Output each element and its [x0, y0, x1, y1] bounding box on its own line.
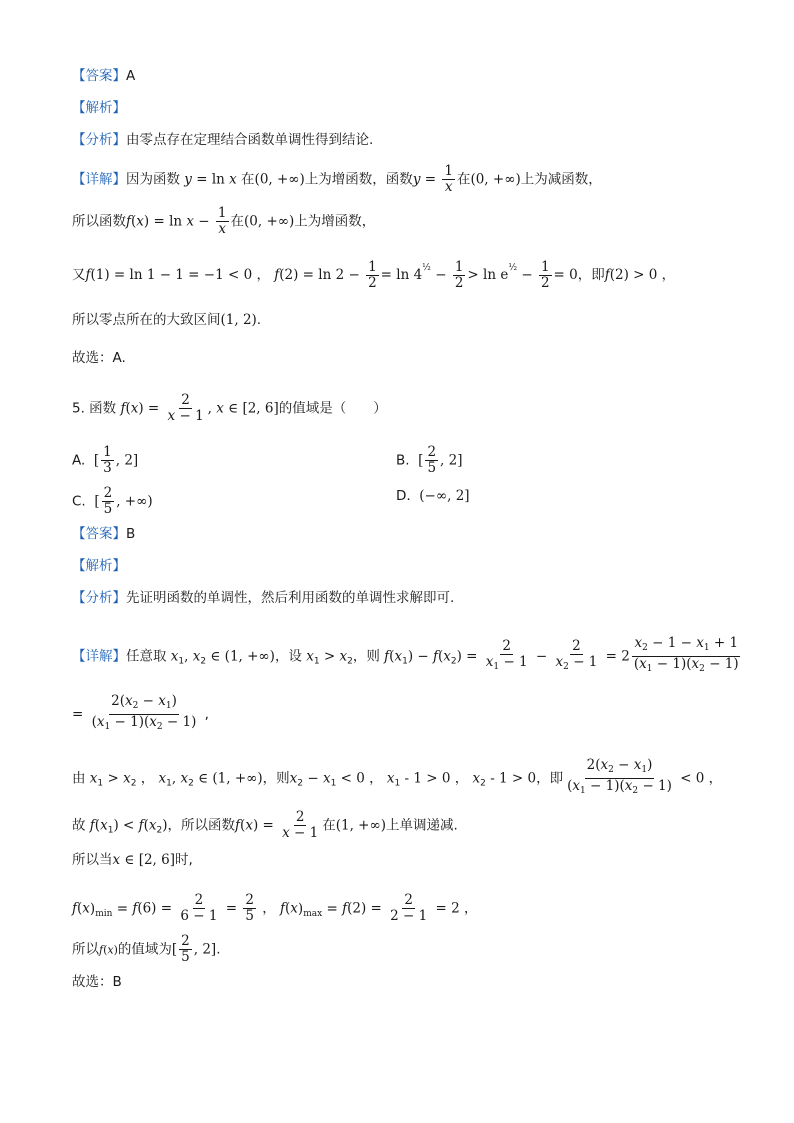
- fraction: $\frac{x_2 - 1 - x_1 + 1}{(x_1 - 1)(x_2 - 1)}$: [633, 635, 739, 674]
- q5-detail-line4: 故 $f(x_1) < f(x_2)$，所以函数f(x) = $\frac{2}{x - 1}$ 在(1, +∞)上单调递减.: [72, 809, 458, 841]
- q5-stem: 5. 函数 f(x) = $\frac{2}{x - 1}$ , x ∈ [2, 6]的值域是（ ）: [72, 392, 387, 424]
- text: ，即: [577, 267, 605, 283]
- q5-detail-line3: 由 $x_1 > x_2$ ， $x_1$, $x_2$ ∈ (1, +∞)，则$x_2 - x_1 < 0$ ， $x_1 - 1 > 0$ ， $x_2 - 1 > 0$，即 $\frac{2(x_2 - x_1)}{(x_1 - 1)(x_2 - 1)}$ < 0 ，: [72, 758, 722, 799]
- fraction: $\frac{1}{x}$: [444, 163, 453, 195]
- option-c[interactable]: C. [ $\frac{2}{5}$ , +∞): [72, 485, 153, 517]
- fenxi-text: 由零点存在定理结合函数单调性得到结论.: [126, 132, 374, 148]
- fraction: $\frac{1}{2}$: [540, 258, 550, 291]
- fraction: $\frac{2(x_2 - x_1)}{(x_1 - 1)(x_2 - 1)}$: [91, 693, 197, 732]
- fraction: $\frac{2}{6 - 1}$: [180, 892, 218, 924]
- text: 所以: [72, 941, 99, 958]
- text: 因为函数: [126, 171, 180, 188]
- q4-analysis-tag: [72, 98, 126, 118]
- option-d[interactable]: D. (−∞, 2]: [396, 488, 470, 504]
- text: 由: [72, 770, 86, 787]
- text: ，则: [352, 648, 380, 665]
- text: 上为减函数，: [520, 171, 602, 188]
- q5-answer-line: [72, 524, 135, 544]
- q4-detail-line3: 又f(1) = ln 1 − 1 = −1 < 0 ， f(2) = ln 2 − $\frac{1}{2}$ = $\ln 4^{\frac{1}{2}}$ − $\frac{1}{2}$ > $\ln e^{\frac{1}{2}}$ − $\frac{1}{2}$ = 0，即f(2) > 0 ，: [72, 258, 676, 291]
- answer-tag: 【答案】: [72, 68, 126, 84]
- text: 所以函数: [72, 213, 126, 230]
- option-letter: C.: [72, 493, 86, 510]
- fraction: $\frac{2}{5}$: [181, 933, 190, 965]
- fraction: $\frac{1}{3}$: [103, 444, 112, 476]
- text: 又: [72, 267, 86, 283]
- fraction: $\frac{2}{5}$: [245, 892, 254, 924]
- text: 所以零点所在的大致区间: [72, 312, 221, 328]
- text: ，则: [262, 770, 290, 787]
- option-letter: B.: [396, 452, 410, 469]
- answer-value: A: [126, 68, 136, 84]
- text: 故: [72, 817, 86, 834]
- q5-fenxi-line: [72, 588, 454, 608]
- option-b[interactable]: B. [ $\frac{2}{5}$ , 2]: [396, 444, 463, 476]
- fraction: $\frac{2}{5}$: [103, 485, 113, 517]
- q5-detail-line1: 【详解】任意取 $x_1$, $x_2$ ∈ (1, +∞)，设 $x_1 > x_2$，则 $f(x_1) - f(x_2)$ = $\frac{2}{x_1 - 1}$ − $\frac{2}{x_2 - 1}$ = 2 $\frac{x_2 - 1 - x_1 + 1}{(x_1 - 1)(x_2 - 1)}$: [72, 636, 743, 677]
- fraction: $\frac{2(x_2 - x_1)}{(x_1 - 1)(x_2 - 1)}$: [567, 757, 672, 796]
- fraction: $\frac{2}{x_2 - 1}$: [555, 637, 598, 672]
- text: 5. 函数: [72, 400, 117, 417]
- text: 故选：B: [72, 974, 122, 990]
- q5-choose: [72, 972, 122, 992]
- text: 上为增函数，函数: [304, 171, 413, 188]
- text: ，设: [274, 648, 302, 665]
- analysis-tag: 【解析】: [72, 558, 126, 574]
- text: ，即: [536, 770, 564, 787]
- fenxi-tag: 【分析】: [72, 132, 126, 148]
- text: ，所以函数: [167, 817, 236, 834]
- q4-detail-line2: 所以函数f(x) = ln x − $\frac{1}{x}$ 在(0, +∞)上为增函数，: [72, 205, 376, 237]
- q4-detail-line1: 【详解】因为函数 y = ln x 在(0, +∞)上为增函数，函数y = $\frac{1}{x}$ 在(0, +∞)上为减函数，: [72, 163, 602, 195]
- fraction: $\frac{2}{5}$: [427, 444, 437, 476]
- text: 的值域是（ ）: [278, 400, 387, 417]
- option-letter: A.: [72, 452, 86, 469]
- fenxi-tag: 【分析】: [72, 590, 126, 606]
- analysis-tag: 【解析】: [72, 100, 126, 116]
- text: 所以当: [72, 852, 113, 868]
- q5-detail-line5: 所以当x ∈ [2, 6]时,: [72, 852, 193, 868]
- fenxi-text: 先证明函数的单调性，然后利用函数的单调性求解即可.: [126, 590, 455, 606]
- q5-analysis-tag: [72, 556, 126, 576]
- q4-answer-line: [72, 66, 135, 86]
- text: 时,: [175, 852, 193, 868]
- text: 故选：A.: [72, 350, 126, 366]
- answer-tag: 【答案】: [72, 526, 126, 542]
- fraction: $\frac{2}{2 - 1}$: [390, 892, 428, 924]
- fraction: $\frac{2}{x_1 - 1}$: [485, 637, 528, 672]
- fraction: $\frac{1}{2}$: [368, 258, 377, 291]
- q5-detail-line2: = $\frac{2(x_2 - x_1)}{(x_1 - 1)(x_2 - 1)}$ ,: [72, 694, 209, 735]
- q4-choose: [72, 348, 126, 368]
- q4-fenxi-line: [72, 130, 373, 150]
- q5-detail-line6: $f(x)_{min} = f(6)$ = $\frac{2}{6 - 1}$ = $\frac{2}{5}$ ， $f(x)_{max} = f(2)$ = $\frac{2}{2 - 1}$ = 2 ，: [72, 892, 478, 924]
- fraction: $\frac{1}{x}$: [217, 205, 227, 237]
- text: 任意取: [126, 648, 167, 665]
- q4-detail-line4: 所以零点所在的大致区间(1, 2).: [72, 312, 262, 328]
- text: 的值域为: [117, 941, 172, 958]
- detail-tag: 【详解】: [72, 648, 126, 665]
- detail-tag: 【详解】: [72, 171, 126, 188]
- answer-value: B: [126, 526, 136, 542]
- text: 上为增函数，: [294, 213, 376, 230]
- fraction: $\frac{2}{x - 1}$: [282, 809, 319, 841]
- fraction: $\frac{1}{2}$: [454, 258, 464, 291]
- fraction: $\frac{2}{x - 1}$: [167, 392, 204, 424]
- q5-detail-line7: 所以f(x)的值域为[ $\frac{2}{5}$ , 2].: [72, 933, 221, 965]
- option-letter: D.: [396, 488, 411, 504]
- text: 上单调递减.: [385, 817, 458, 834]
- option-a[interactable]: A. [ $\frac{1}{3}$ , 2]: [72, 444, 139, 476]
